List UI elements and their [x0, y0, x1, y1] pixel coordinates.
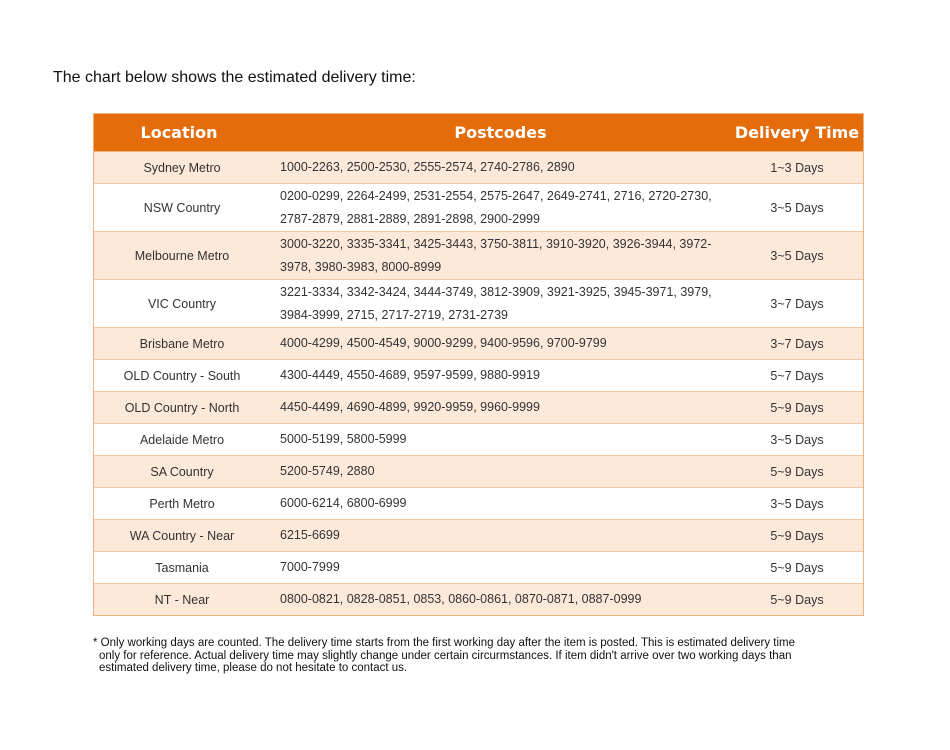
- postcodes-cell: 4000-4299, 4500-4549, 9000-9299, 9400-9596, 9700-9799: [270, 328, 731, 360]
- table-row: [94, 152, 863, 184]
- table-row: [94, 184, 863, 232]
- delivery-time-cell: 5~7 Days: [731, 360, 863, 392]
- header-location: Location: [94, 114, 270, 152]
- table-header-row: [94, 114, 863, 152]
- location-cell: Perth Metro: [94, 488, 270, 520]
- postcodes-cell: 3000-3220, 3335-3341, 3425-3443, 3750-3811, 3910-3920, 3926-3944, 3972-3978, 3980-3983, 8000-8999: [270, 232, 731, 280]
- delivery-time-cell: 5~9 Days: [731, 392, 863, 424]
- delivery-time-cell: 5~9 Days: [731, 520, 863, 552]
- delivery-time-cell: 3~5 Days: [731, 232, 863, 280]
- footnote-line-3: estimated delivery time, please do not hesitate to contact us.: [99, 662, 408, 674]
- postcodes-cell: 3221-3334, 3342-3424, 3444-3749, 3812-3909, 3921-3925, 3945-3971, 3979, 3984-3999, 2715, 2717-2719, 2731-2739: [270, 280, 731, 328]
- location-cell: Brisbane Metro: [94, 328, 270, 360]
- table-row: [94, 520, 863, 552]
- delivery-time-table: [93, 113, 864, 616]
- delivery-time-cell: 5~9 Days: [731, 584, 863, 616]
- footnote-line-2: only for reference. Actual delivery time may slightly change under certain circurmstances. If item didn't arrive over two working days than: [99, 649, 792, 662]
- location-cell: Tasmania: [94, 552, 270, 584]
- header-delivery-time: Delivery Time: [731, 114, 863, 152]
- footnote-line-1: * Only working days are counted. The delivery time starts from the first working day after the item is posted. This is estimated delivery time: [93, 637, 795, 649]
- table-row: [94, 328, 863, 360]
- location-cell: OLD Country - North: [94, 392, 270, 424]
- location-cell: OLD Country - South: [94, 360, 270, 392]
- table-row: [94, 360, 863, 392]
- location-cell: Sydney Metro: [94, 152, 270, 184]
- table-row: [94, 552, 863, 584]
- delivery-time-cell: 1~3 Days: [731, 152, 863, 184]
- intro-text: The chart below shows the estimated delivery time:: [53, 69, 416, 86]
- table-row: [94, 424, 863, 456]
- header-postcodes: Postcodes: [270, 114, 731, 152]
- delivery-time-cell: 3~5 Days: [731, 184, 863, 232]
- table-row: [94, 488, 863, 520]
- location-cell: NSW Country: [94, 184, 270, 232]
- footnote: [93, 637, 838, 675]
- location-cell: NT - Near: [94, 584, 270, 616]
- delivery-time-cell: 3~5 Days: [731, 424, 863, 456]
- postcodes-cell: 4300-4449, 4550-4689, 9597-9599, 9880-9919: [270, 360, 731, 392]
- postcodes-cell: 4450-4499, 4690-4899, 9920-9959, 9960-9999: [270, 392, 731, 424]
- postcodes-cell: 0200-0299, 2264-2499, 2531-2554, 2575-2647, 2649-2741, 2716, 2720-2730, 2787-2879, 2881-2889, 2891-2898, 2900-2999: [270, 184, 731, 232]
- delivery-time-cell: 3~7 Days: [731, 280, 863, 328]
- table-row: [94, 456, 863, 488]
- table-row: [94, 392, 863, 424]
- delivery-time-cell: 5~9 Days: [731, 552, 863, 584]
- location-cell: WA Country - Near: [94, 520, 270, 552]
- location-cell: Melbourne Metro: [94, 232, 270, 280]
- delivery-time-cell: 5~9 Days: [731, 456, 863, 488]
- table-row: [94, 232, 863, 280]
- delivery-time-cell: 3~7 Days: [731, 328, 863, 360]
- location-cell: SA Country: [94, 456, 270, 488]
- location-cell: VIC Country: [94, 280, 270, 328]
- delivery-time-cell: 3~5 Days: [731, 488, 863, 520]
- postcodes-cell: 1000-2263, 2500-2530, 2555-2574, 2740-2786, 2890: [270, 152, 731, 184]
- table-row: [94, 280, 863, 328]
- postcodes-cell: 5000-5199, 5800-5999: [270, 424, 731, 456]
- postcodes-cell: 5200-5749, 2880: [270, 456, 731, 488]
- postcodes-cell: 6000-6214, 6800-6999: [270, 488, 731, 520]
- table-row: [94, 584, 863, 616]
- postcodes-cell: 6215-6699: [270, 520, 731, 552]
- location-cell: Adelaide Metro: [94, 424, 270, 456]
- postcodes-cell: 0800-0821, 0828-0851, 0853, 0860-0861, 0870-0871, 0887-0999: [270, 584, 731, 616]
- postcodes-cell: 7000-7999: [270, 552, 731, 584]
